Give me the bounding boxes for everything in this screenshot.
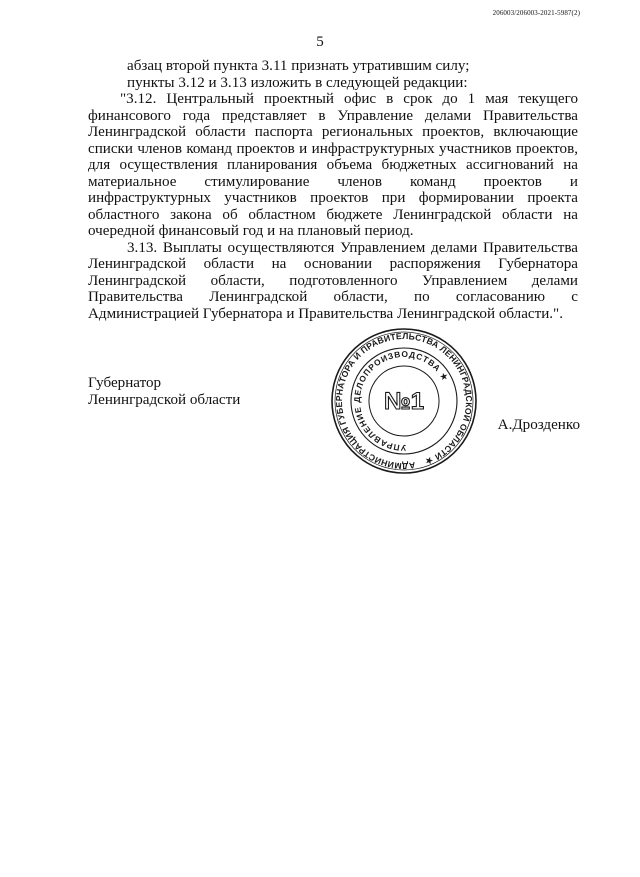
official-seal-stamp xyxy=(329,326,479,476)
stamp-outer-text: АДМИНИСТРАЦИЯ ГУБЕРНАТОРА И ПРАВИТЕЛЬСТВА ЛЕНИНГРАДСКОЙ ОБЛАСТИ ★ xyxy=(333,330,475,472)
document-body xyxy=(88,58,578,322)
signatory-position-line-1: Губернатор xyxy=(88,375,162,391)
signatory-position xyxy=(88,375,240,408)
signatory-name: А.Дрозденко xyxy=(497,417,580,433)
paragraph-2: пункты 3.12 и 3.13 изложить в следующей редакции: xyxy=(127,74,468,91)
paragraph-3-13: 3.13. Выплаты осуществляются Управлением делами Правительства Ленинградской области на основании распоряжения Губернатора Ленинградской области, подготовленного Управлением делами Правительства Ленинградской области, по согласованию с Администрацией Губернатора и Правительства Ленинградской области.". xyxy=(88,239,578,322)
page-number: 5 xyxy=(316,34,324,50)
stamp-center-number: №1 xyxy=(383,388,425,415)
paragraph-1: абзац второй пункта 3.11 признать утратившим силу; xyxy=(127,58,470,74)
document-registration-code: 206003/206003-2021-5987(2) xyxy=(492,9,580,17)
paragraph-3-12: "3.12. Центральный проектный офис в срок до 1 мая текущего финансового года представляет в Управление делами Правительства Ленинградской области паспорта региональных проектов, включающие списки членов команд проектов и инфраструктурных участников проектов, для осуществления планирования объема бюджетных ассигнований на материальное стимулирование членов команд проектов и инфраструктурных участников проектов при формировании проекта областного закона об областном бюджете Ленинградской области на очередной финансовый год и на плановый период. xyxy=(88,91,578,239)
signatory-position-line-2: Ленинградской области xyxy=(88,391,241,408)
stamp-inner-text: УПРАВЛЕНИЕ ДЕЛОПРОИЗВОДСТВА ★ xyxy=(351,348,451,454)
